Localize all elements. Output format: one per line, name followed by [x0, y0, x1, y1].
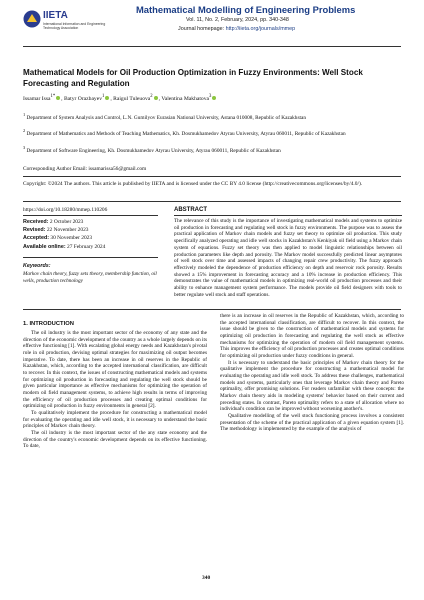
divider — [23, 215, 158, 216]
paragraph: The oil industry is the most important sector of the any state economy and the direction of the country's economic development depends on its effective functioning. To date, — [23, 429, 207, 450]
journal-homepage — [178, 26, 295, 32]
author-name: Valentina Makhatova — [161, 95, 209, 102]
publisher-logo — [23, 4, 113, 46]
paragraph: It is necessary to understand the basic principles of Markov chain theory for the qualitative implement the procedure for constructing a mathematical model for evaluating the operating and idle well stock. To address these challenges, mathematical models and systems, particularly ones that leverage Markov chain theory and Pareto optimality, offer promising solutions. For readers unfamiliar with these concepts: the Markov chain theory aids in modeling systems' behavior based on their current and preceding states. In contrast, Pareto optimality refers to a state of allocation where no individual's condition can be improved without worsening another's. — [220, 359, 404, 413]
author-sup: 1 — [102, 94, 105, 99]
column-left — [23, 330, 207, 450]
affiliation-sup: 1 — [23, 112, 26, 117]
affiliation — [23, 144, 403, 155]
keywords: Markov chain theory, fuzzy sets theory, membership function, oil wells, production technology — [23, 271, 157, 284]
article-dates — [23, 218, 105, 251]
date-value: 2 October 2023 — [49, 219, 84, 225]
divider — [23, 257, 158, 258]
divider — [174, 215, 402, 216]
date-label: Accepted: — [23, 235, 50, 242]
paragraph: The oil industry is the most important sector of the economy of any state and the direction of the economic development of the country as a whole largely depends on its effective functioning [1]. With escalating global energy needs and Kazakhstan's pivotal role in oil production, devising optimal strategies for maximizing oil output becomes imperative. To date, there has been an increase in oil reserves in the Republic of Kazakhstan, which, according to the accepted international classification, are difficult to recover. In this context, the issues of constructing mathematical models and systems for optimizing oil production in forecasting and regulating the well stock should be given particular importance as effective mechanisms for optimizing the operation of modern oil field management systems, to achieve high results in terms of improving the efficiency of oil production processes and creating optimal conditions for optimizing oil production in fuzzy environments in general [2]. — [23, 330, 207, 410]
affiliation-sup: 2 — [23, 128, 26, 133]
iieta-logo-icon — [23, 10, 41, 28]
journal-title: Mathematical Modelling of Engineering Problems — [136, 4, 356, 15]
paragraph: there is an increase in oil reserves in the Republic of Kazakhstan, which, according to the accepted international classification, are difficult to recover. In this context, the issue should be given to the construction of mathematical models and systems for optimizing oil production in forecasting and regulating the well stock as effective mechanisms for optimizing the operation of modern oil field management systems. This improves the efficiency of oil production processes and creates optimal conditions for optimizing oil production under fuzzy conditions in general. — [220, 313, 404, 359]
orcid-icon[interactable] — [154, 96, 158, 100]
affiliation-text: Department of Software Engineering, Kh. Dosmukhamedov Atyrau University, Atyrau 060011, Republic of Kazakhstan — [26, 147, 281, 154]
affiliation-text: Department of System Analysis and Control, L.N. Gumilyov Eurasian National University, Astana 010008, Republic of Kazakhstan — [26, 114, 306, 121]
column-right — [220, 313, 404, 433]
affiliation-text: Department of Mathematics and Methods of Teaching Mathematics, Kh. Dosmukhamedov Atyrau University, Atyrau 060011, Republic of Kazakhstan — [26, 130, 346, 137]
author-name: Raigul Tuleuova — [113, 95, 151, 102]
logo-name: IIETA — [43, 10, 68, 21]
date-row — [23, 226, 105, 234]
page-number: 340 — [202, 575, 211, 581]
abstract-text: The relevance of this study is the importance of investigating mathematical models and systems to optimize oil production in forecasting and regulating well stock in fuzzy environments. The purpose was to assess the practical application of Markov chain models and fuzzy set theory to optimize oil production. This study specifically analyzed operating and idle well stocks in Kazakhstan's Kenkiyak oil field using a Markov chain system of equations. Fuzzy set theory was then applied to model linguistic relationships between oil production parameters like depth and porosity. The Markov model successfully predicted linear asymptotes of well stock over time and assessed impacts of changing repair crew productivity. The fuzzy approach effectively modeled the dependence of production efficiency on depth and reservoir rock porosity. Results showed a 15% improvement in forecasting accuracy and a 10% increase in production efficiency. This demonstrates the value of mathematical models in optimizing real-world oil production processes and their ability to enhance management system performance. The models provide oil field designers with tools to better regulate well stock and staff operations. — [174, 218, 402, 298]
orcid-icon[interactable] — [56, 96, 60, 100]
header-divider — [23, 46, 401, 47]
divider — [23, 201, 401, 202]
section-heading: 1. INTRODUCTION — [23, 321, 74, 327]
orcid-icon[interactable] — [105, 96, 109, 100]
keywords-heading: Keywords: — [23, 263, 51, 269]
author-sup: 3 — [209, 94, 212, 99]
author-sup: 2 — [150, 94, 153, 99]
paragraph: To qualitatively implement the procedure for constructing a mathematical model for evaluating the operating and idle well stock, it is necessary to understand the basic principles of Markov chain theory. — [23, 409, 207, 430]
author-list: Issamar Issa$^{1*}$ , Batyr Orazbayev$^1$ , Raigul Tuleuova$^2$ , Valentina Makhatova$^3$ — [23, 94, 217, 102]
orcid-icon[interactable] — [212, 96, 216, 100]
journal-volume: Vol. 11, No. 2, February, 2024, pp. 340-348 — [186, 17, 289, 23]
author-name: Batyr Orazbayev — [63, 95, 103, 102]
corresponding-author: Corresponding Author Email: issamarissa56@gmail.com — [23, 166, 147, 172]
doi-link[interactable]: https://doi.org/10.18280/mmep.110206 — [23, 207, 108, 213]
date-row — [23, 234, 105, 242]
affiliation — [23, 127, 403, 138]
author-sup: 1* — [50, 94, 56, 99]
abstract-heading: ABSTRACT — [174, 207, 207, 213]
date-label: Received: — [23, 219, 49, 225]
divider — [23, 309, 401, 310]
homepage-link[interactable]: http://iieta.org/journals/mmep — [225, 26, 296, 32]
date-value: 22 November 2023 — [46, 227, 89, 234]
copyright-notice: Copyright: ©2024 The authors. This article is published by IIETA and is licensed under the CC BY 4.0 license (http://creativecommons.org/licenses/by/4.0/). — [23, 181, 363, 187]
paper-title: Mathematical Models for Oil Production Optimization in Fuzzy Environments: Well Stock Forecasting and Regulation — [23, 68, 363, 88]
date-row — [23, 218, 105, 226]
date-value: 27 February 2024 — [67, 243, 106, 250]
date-value: 30 November 2023 — [50, 235, 93, 242]
homepage-label: Journal homepage: — [178, 26, 225, 32]
affiliation-sup: 3 — [23, 145, 26, 150]
logo-subtitle: International Information and Engineering Technology Association — [43, 22, 106, 30]
divider — [23, 176, 401, 177]
author-name: Issamar Issa — [23, 95, 51, 102]
date-label: Available online: — [23, 243, 66, 250]
paragraph: Qualitative modelling of the well stock functioning process involves a consistent presentation of the scheme of the practical application of a given equation system [1]. The methodology is implemented by the example of the analysis of — [220, 412, 404, 433]
date-label: Revised: — [23, 227, 46, 234]
affiliation — [23, 111, 403, 122]
date-row — [23, 243, 105, 251]
